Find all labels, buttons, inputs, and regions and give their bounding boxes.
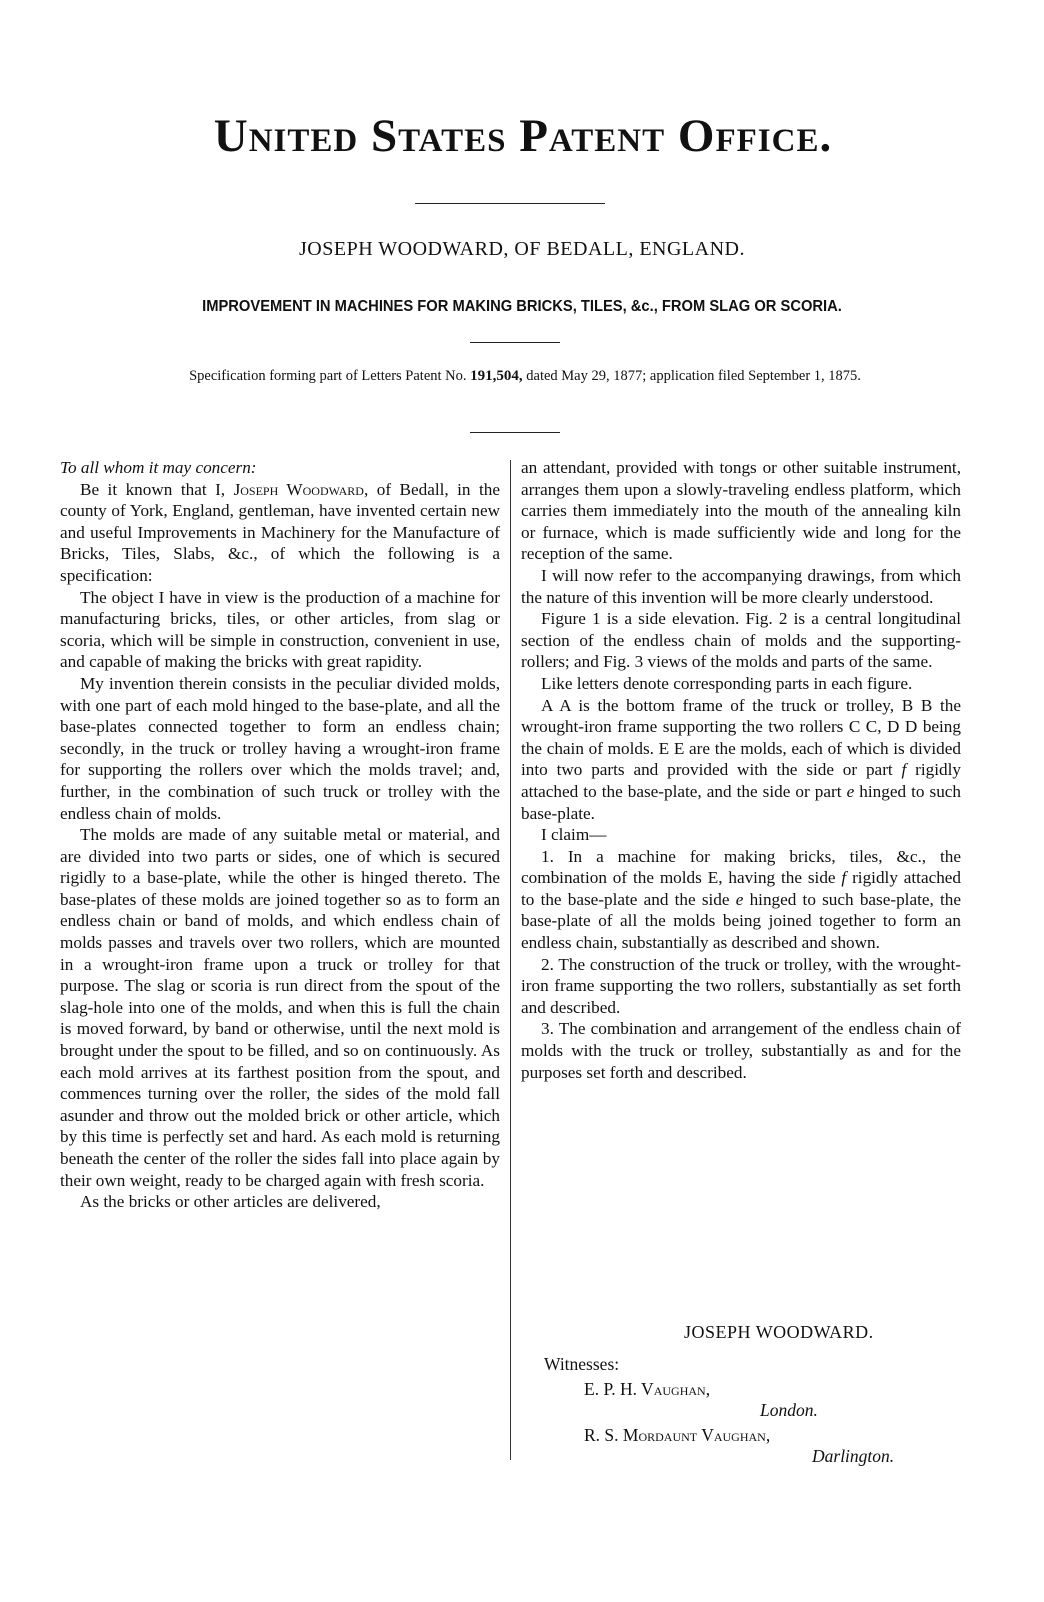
right-column — [521, 457, 961, 1083]
paragraph-attendant: an attendant, provided with tongs or other suitable instrument, arranges them upon a slowly-traveling endless platform, which carries them immediately into the mouth of the annealing kiln or furnace, which is made sufficiently wide and long for the reception of the same. — [521, 458, 961, 564]
left-column — [60, 457, 500, 1213]
paragraph-object: The object I have in view is the production of a machine for manufacturing bricks, tiles, or other articles, from slag or scoria, which will be simple in construction, convenient in use, and capable of making the bricks with great rapidity. — [60, 587, 500, 672]
claim-2: 2. The construction of the truck or trolley, with the wrought-iron frame supporting the two rollers, substantially as set forth and described. — [521, 954, 961, 1017]
subject-rule — [470, 342, 560, 343]
patent-number: 191,504, — [470, 368, 523, 384]
spec-suffix: dated May 29, 1877; application filed September 1, 1875. — [526, 368, 861, 384]
witness-1-place: London. — [760, 1400, 818, 1420]
specification-line — [90, 366, 960, 386]
part-f-label: f — [901, 760, 907, 780]
paragraph-invention: My invention therein consists in the peculiar divided molds, with one part of each mold hinged to the base-plate, and all the base-plates connected together to form an endless chain; secondly, in the truck or trolley having a wrought-iron frame for supporting the rollers over which the molds travel; and, further, in the combination of such truck or trolley with the endless chain of molds. — [60, 673, 500, 823]
paragraph-letters: Like letters denote corresponding parts in each figure. — [541, 673, 913, 693]
parts-text-c: hinged to such base-plate. — [521, 781, 962, 823]
claim-1 — [521, 846, 961, 954]
claim-3: 3. The combination and arrangement of the endless chain of molds with the truck or trolley, substantially as and for the purposes set forth and described. — [521, 1019, 961, 1082]
intro-text-a: Be it known that I, — [80, 479, 226, 499]
witnesses-label: Witnesses: — [544, 1354, 620, 1374]
witness-2-place: Darlington. — [812, 1446, 895, 1466]
title-rule — [415, 203, 605, 204]
paragraph-figures: Figure 1 is a side elevation. Fig. 2 is a central longitudinal section of the endless chain of molds and the supporting-rollers; and Fig. 3 views of the molds and parts of the same. — [521, 609, 961, 672]
claim-1-e-label: e — [735, 889, 744, 909]
part-e-label: e — [846, 781, 855, 801]
parts-text-a: A A is the bottom frame of the truck or trolley, B B the wrought-iron frame supporting the two rollers C C, D D being the chain of molds. E E are the molds, each of which is divided into two parts and provided with the side or part — [521, 695, 961, 780]
witness-1-name: E. P. H. Vaughan, — [584, 1379, 711, 1399]
intro-text-b: of Bedall, in the county of York, England, gentleman, have invented certain new and useful Improvements in Machinery for the Manufacture of Bricks, Tiles, Slabs, &c., of which the following is a specification: — [60, 479, 500, 585]
column-divider — [510, 460, 511, 1460]
paragraph-molds: The molds are made of any suitable metal or material, and are divided into two parts or sides, one of which is secured rigidly to a base-plate, while the other is hinged thereto. The base-plates of these molds are joined together so as to form an endless chain or band of molds, and which endless chain of molds passes and travels over two rollers, which are mounted in a wrought-iron frame upon a truck or trolley for that purpose. The slag or scoria is run direct from the spout of the slag-hole into one of the molds, and when this is full the chain is moved forward, by band or otherwise, until the next mold is brought under the spout to be filled, and so on continuously. As each mold arrives at its farthest position from the spout, and commences turning over the roller, the sides of the mold fall asunder and throw out the molded brick or other article, which by this time is perfectly set and hard. As each mold is returning beneath the center of the roller the sides fall into place again by their own weight, ready to be charged again with fresh scoria. — [60, 825, 500, 1190]
inventor-name: Joseph Woodward, — [233, 479, 369, 499]
inventor-signature: JOSEPH WOODWARD. — [684, 1322, 874, 1342]
subject-line: IMPROVEMENT IN MACHINES FOR MAKING BRICKS, TILES, &c., FROM SLAG OR SCORIA. — [202, 298, 842, 315]
paragraph-drawings: I will now refer to the accompanying drawings, from which the nature of this invention will be more clearly understood. — [521, 565, 961, 607]
spec-prefix: Specification forming part of Letters Patent No. — [189, 368, 467, 384]
parts-text-b: rigidly attached to the base-plate, and the side or part — [521, 760, 962, 801]
inventor-line: JOSEPH WOODWARD, OF BEDALL, ENGLAND. — [299, 238, 745, 260]
claim-1-text-b: rigidly attached to the base-plate and the side — [521, 868, 962, 909]
claim-1-f-label: f — [841, 868, 847, 888]
claim-1-text-a: 1. In a machine for making bricks, tiles, &c., the combination of the molds E, having the side — [521, 846, 961, 888]
spec-rule — [470, 432, 560, 433]
claim-1-text-c: hinged to such base-plate, the base-plate of all the molds being joined together to form an endless chain, substantially as described and shown. — [521, 889, 961, 953]
office-title: United States Patent Office. — [213, 110, 833, 162]
paragraph-intro — [60, 479, 500, 587]
paragraph-delivery: As the bricks or other articles are delivered, — [80, 1192, 381, 1212]
witness-2-name: R. S. Mordaunt Vaughan, — [584, 1425, 771, 1445]
claim-heading: I claim— — [541, 825, 607, 845]
paragraph-parts — [521, 695, 961, 825]
salutation: To all whom it may concern: — [60, 458, 257, 477]
